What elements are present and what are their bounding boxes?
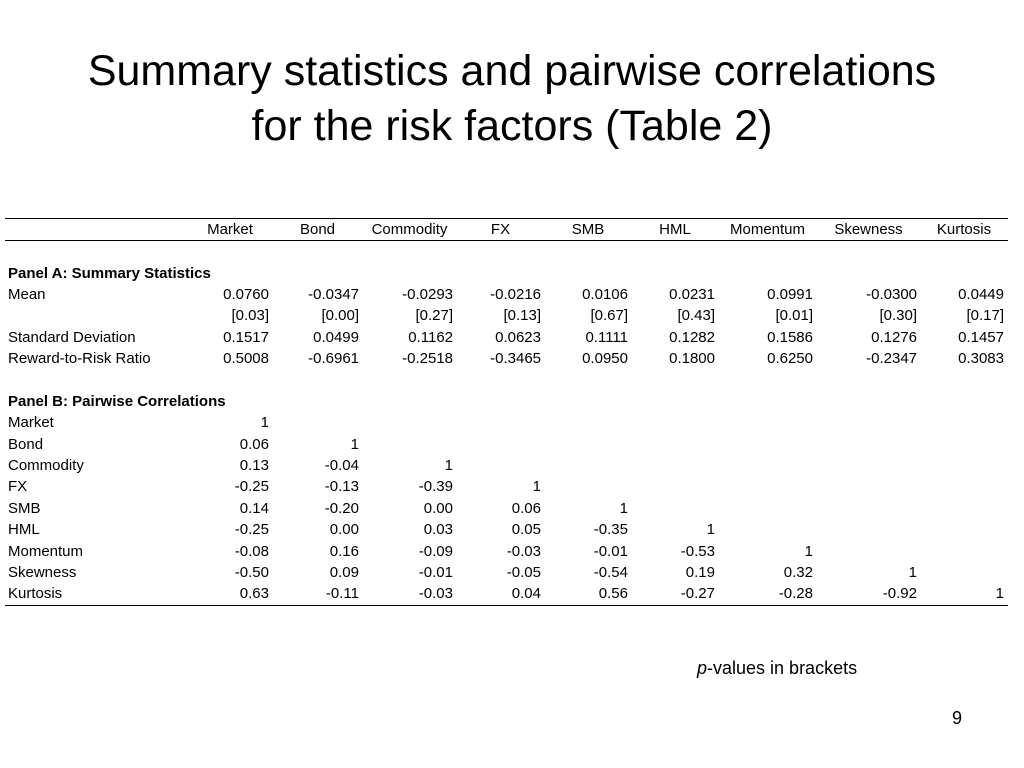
table-cell: 0.00 [329,521,359,539]
table-cell [921,519,1008,540]
row-label: Reward-to-Risk Ratio [8,350,151,368]
table-cell: 0.0449 [958,285,1004,303]
correlation-row [5,498,1008,519]
table-cell: 0.0623 [495,328,541,346]
table-cell: -0.6961 [308,350,359,368]
row-label: Bond [8,435,44,453]
table-cell: 0.3083 [958,350,1004,368]
row-label: Skewness [8,564,77,582]
table-cell: [0.27] [415,307,453,325]
table-cell: 0.0499 [313,328,359,346]
table-cell: -0.28 [719,583,817,605]
table-cell: [0.67] [590,307,628,325]
table-cell [921,562,1008,583]
table-body [5,241,1008,606]
table-cell: 0.0231 [669,285,715,303]
row-label: Momentum [8,542,84,560]
summary-stat-row [5,305,1008,326]
slide-title-line-1: Summary statistics and pairwise correlations [87,47,937,95]
table-cell [817,540,921,561]
correlation-row [5,455,1008,476]
table-cell: [0.30] [879,307,917,325]
table-cell: [0.01] [775,307,813,325]
table-cell [545,412,632,433]
table-cell [719,498,817,519]
row-label: Market [8,414,54,432]
table-cell: [0.03] [231,307,269,325]
table-cell: -0.25 [234,521,269,539]
table-cell: 1 [619,499,628,517]
row-label: SMB [8,499,41,517]
spacer-row-middle [5,369,1008,390]
table-cell: 0.1517 [223,328,269,346]
spacer-row-top-cell [5,241,1008,263]
table-cell [921,476,1008,497]
table-cell: 0.03 [423,521,453,539]
table-cell [921,412,1008,433]
table-cell: -0.39 [418,478,453,496]
table-cell: -0.13 [324,478,359,496]
table-cell: 0.06 [511,499,541,517]
table-cell: 0.63 [188,583,273,605]
row-label: FX [8,478,28,496]
table-cell: -0.0347 [308,285,359,303]
table-cell: 0.13 [239,457,269,475]
panel-a-heading-row-title: Panel A: Summary Statistics [8,264,211,282]
footnote-text: -values in brackets [707,658,858,678]
table-cell: 0.16 [329,542,359,560]
table-cell: -0.54 [593,564,628,582]
table-cell: 1 [532,478,541,496]
table-cell [545,476,632,497]
correlation-row [5,412,1008,433]
table-cell: -0.50 [234,564,269,582]
table-cell [719,412,817,433]
table-cell [632,434,719,455]
table-cell [363,434,457,455]
table-cell: 0.5008 [223,350,269,368]
header-corner-cell [5,219,188,241]
table-cell [719,519,817,540]
table-cell: [0.00] [321,307,359,325]
correlation-row [5,583,1008,605]
table-cell: -0.25 [234,478,269,496]
column-header: HML [632,219,719,241]
table-cell: 0.56 [545,583,632,605]
page-number: 9 [951,708,962,728]
table-cell: -0.0216 [490,285,541,303]
table-cell: 1 [804,542,813,560]
risk-factor-table [5,218,1008,606]
column-header: Commodity [363,219,457,241]
table-cell: [0.13] [503,307,541,325]
table-cell: 1 [260,414,269,432]
table-cell [719,455,817,476]
panel-b-heading-row [5,391,1008,412]
table-cell: 0.05 [511,521,541,539]
table-cell [719,476,817,497]
correlation-row [5,519,1008,540]
table-cell: 0.0106 [582,285,628,303]
table-cell: 0.04 [457,583,545,605]
table-cell [719,434,817,455]
table-cell [632,412,719,433]
summary-stat-row [5,348,1008,369]
table-cell: 1 [350,435,359,453]
table-cell [363,412,457,433]
spacer-row-top [5,241,1008,263]
table-cell: 0.1162 [408,328,453,346]
table-cell: 0.0950 [582,350,628,368]
table-cell [921,455,1008,476]
table-cell: 0.1800 [669,350,715,368]
summary-stat-row [5,327,1008,348]
table-cell [921,434,1008,455]
table-cell: 1 [706,521,715,539]
table-cell: -0.27 [632,583,719,605]
row-label [5,305,188,326]
column-header: Kurtosis [921,219,1008,241]
table-cell: 1 [908,564,917,582]
table-cell: -0.3465 [490,350,541,368]
table-cell [273,412,363,433]
table-cell: 0.32 [783,564,813,582]
row-label: Mean [8,285,46,303]
column-header: Market [188,219,273,241]
table-cell: 0.1282 [669,328,715,346]
table-cell: -0.03 [506,542,541,560]
table-cell [921,498,1008,519]
column-header: Skewness [817,219,921,241]
slide-title [0,44,1024,154]
table-cell [817,455,921,476]
column-header: Momentum [719,219,817,241]
table-cell: -0.08 [234,542,269,560]
table-cell: -0.0300 [866,285,917,303]
correlation-row [5,540,1008,561]
column-header: FX [457,219,545,241]
table-cell [545,434,632,455]
table-cell: 0.0991 [767,285,813,303]
table-cell: -0.0293 [402,285,453,303]
correlation-row [5,434,1008,455]
slide-title-line-2: for the risk factors (Table 2) [251,102,773,150]
table-cell: 0.14 [239,499,269,517]
table-cell: 0.6250 [767,350,813,368]
table-cell: [0.43] [677,307,715,325]
table-cell [817,519,921,540]
row-label: Commodity [8,457,84,475]
row-label: Standard Deviation [8,328,136,346]
table-cell: -0.01 [418,564,453,582]
footnote-italic-p: p [697,658,708,678]
table-cell: 0.00 [423,499,453,517]
table-cell: -0.11 [273,583,363,605]
panel-a-heading-row [5,262,1008,283]
spacer-row-middle-cell [5,369,1008,390]
table-cell: 0.1457 [958,328,1004,346]
table-cell: 0.0760 [223,285,269,303]
table-cell [921,540,1008,561]
p-values-footnote [697,656,857,680]
table-cell [457,434,545,455]
table-cell: -0.20 [324,499,359,517]
table-cell: 0.19 [685,564,715,582]
table-cell: -0.05 [506,564,541,582]
table-cell [545,455,632,476]
column-header: SMB [545,219,632,241]
column-header: Bond [273,219,363,241]
table-cell: [0.17] [966,307,1004,325]
table-cell: -0.2518 [402,350,453,368]
table-cell [457,455,545,476]
table-cell [817,434,921,455]
table-cell [457,412,545,433]
table-cell [817,498,921,519]
table-cell: 0.06 [239,435,269,453]
table-cell: 1 [921,583,1008,605]
panel-b-heading-row-title: Panel B: Pairwise Correlations [8,392,226,410]
table-cell: 1 [444,457,453,475]
table-cell: -0.92 [817,583,921,605]
table-cell: -0.04 [324,457,359,475]
table-cell [632,498,719,519]
risk-factor-table-container [5,218,1008,606]
table-cell: -0.35 [593,521,628,539]
row-label: HML [8,521,40,539]
table-cell: 0.1276 [871,328,917,346]
table-header-row [5,219,1008,241]
table-cell [817,412,921,433]
table-cell: 0.1111 [585,328,628,346]
correlation-row [5,562,1008,583]
row-label: Kurtosis [5,583,188,605]
table-cell [817,476,921,497]
table-cell: 0.09 [329,564,359,582]
correlation-row [5,476,1008,497]
table-cell: -0.09 [418,542,453,560]
table-cell: -0.01 [593,542,628,560]
summary-stat-row [5,284,1008,305]
table-cell: -0.03 [363,583,457,605]
table-cell [632,455,719,476]
table-cell: -0.2347 [866,350,917,368]
table-cell: -0.53 [680,542,715,560]
table-cell [632,476,719,497]
table-cell: 0.1586 [767,328,813,346]
